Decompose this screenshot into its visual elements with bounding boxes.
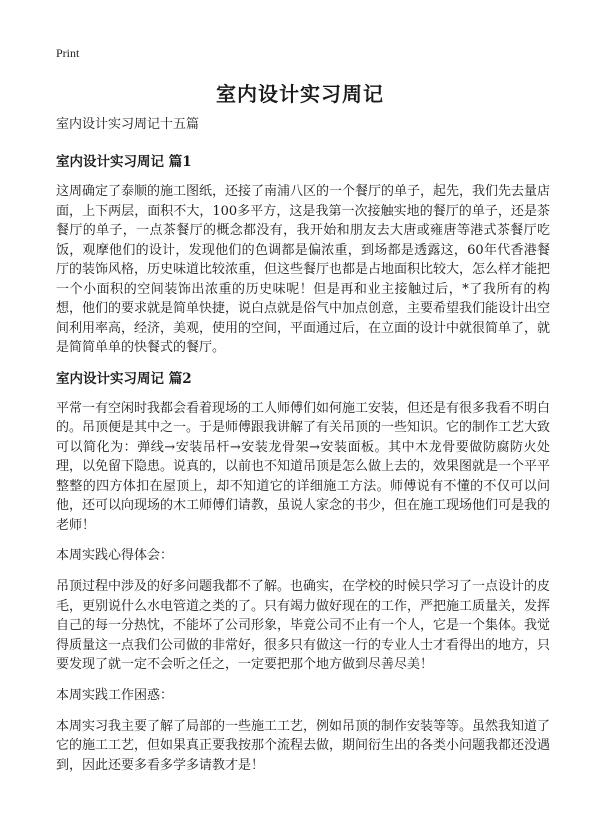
reflection-paragraph: 吊顶过程中涉及的好多问题我都不了解。也确实，在学校的时候只学习了一点设计的皮毛，更别说什么水电管道之类的了。只有竭力做好现在的工作，严把施工质量关，发挥自己的每一分热忱，不能坏了公司形象，毕竟公司不止有一个人，它是一个集体。我觉得质量这一点我们公司做的非常好，很多只有做这一行的专业人士才看得出的地方，只要发现了就一定不会听之任之，一定要把那个地方做到尽善尽美！ xyxy=(56,579,551,672)
document-body xyxy=(56,116,550,787)
section-paragraph-1: 这周确定了泰顺的施工图纸，还接了南浦八区的一个餐厅的单子，起先，我们先去量店面，上下两层，面积不大，100多平方，这是我第一次接触实地的餐厅的单子，还是茶餐厅的单子，一点茶餐厅的概念都没有，我开始和朋友去大唐或雍唐等港式茶餐厅吃饭，观摩他们的设计，发现他们的色调都是偏浓重，到场都是透露这，60年代香港餐厅的装饰风格，历史味道比较浓重，但这些餐厅也都是占地面积比较大，怎么样才能把一个小面积的空间装饰出浓重的历史味呢！但是再和业主接触过后，*了我所有的构想，他们的要求就是简单快捷，说白点就是俗气中加点创意，主要希望我们能设计出空间利用率高，经济，美观，使用的空间，平面通过后，在立面的设计中就很简单了，就是简简单单的快餐式的餐厅。 xyxy=(56,184,551,355)
section-paragraph-2: 平常一有空闲时我都会看着现场的工人师傅们如何施工安装，但还是有很多我看不明白的。吊顶便是其中之一。于是师傅跟我讲解了有关吊顶的一些知识。它的制作工艺大致可以简化为：弹线→安装吊杆→安装龙骨架→安装面板。其中木龙骨要做防腐防火处理，以免留下隐患。说真的，以前也不知道吊顶是怎么做上去的，效果图就是一个平平整整的四方体扣在屋顶上，却不知道它的详细施工方法。师傅说有不懂的不仅可以问他，还可以向现场的木工师傅们请教，虽说人家念的书少，但在施工现场他们可是我的老师！ xyxy=(56,400,551,533)
section-heading-2: 室内设计实习周记 篇2 xyxy=(56,370,192,387)
page-title: 室内设计实习周记 xyxy=(216,82,384,106)
reflection-label: 本周实践心得体会： xyxy=(56,548,174,563)
section-heading-1: 室内设计实习周记 篇1 xyxy=(56,154,192,170)
print-link[interactable]: Print xyxy=(56,46,80,60)
difficulty-label: 本周实践工作困惑： xyxy=(56,687,174,703)
difficulty-paragraph: 本周实习我主要了解了局部的一些施工工艺，例如吊顶的制作安装等等。虽然我知道了它的施工工艺，但如果真正要我按那个流程去做，期间衍生出的各类小问题我都还没遇到，因此还要多看多学多请教才是！ xyxy=(56,718,551,773)
document-subtitle: 室内设计实习周记十五篇 xyxy=(56,117,200,132)
